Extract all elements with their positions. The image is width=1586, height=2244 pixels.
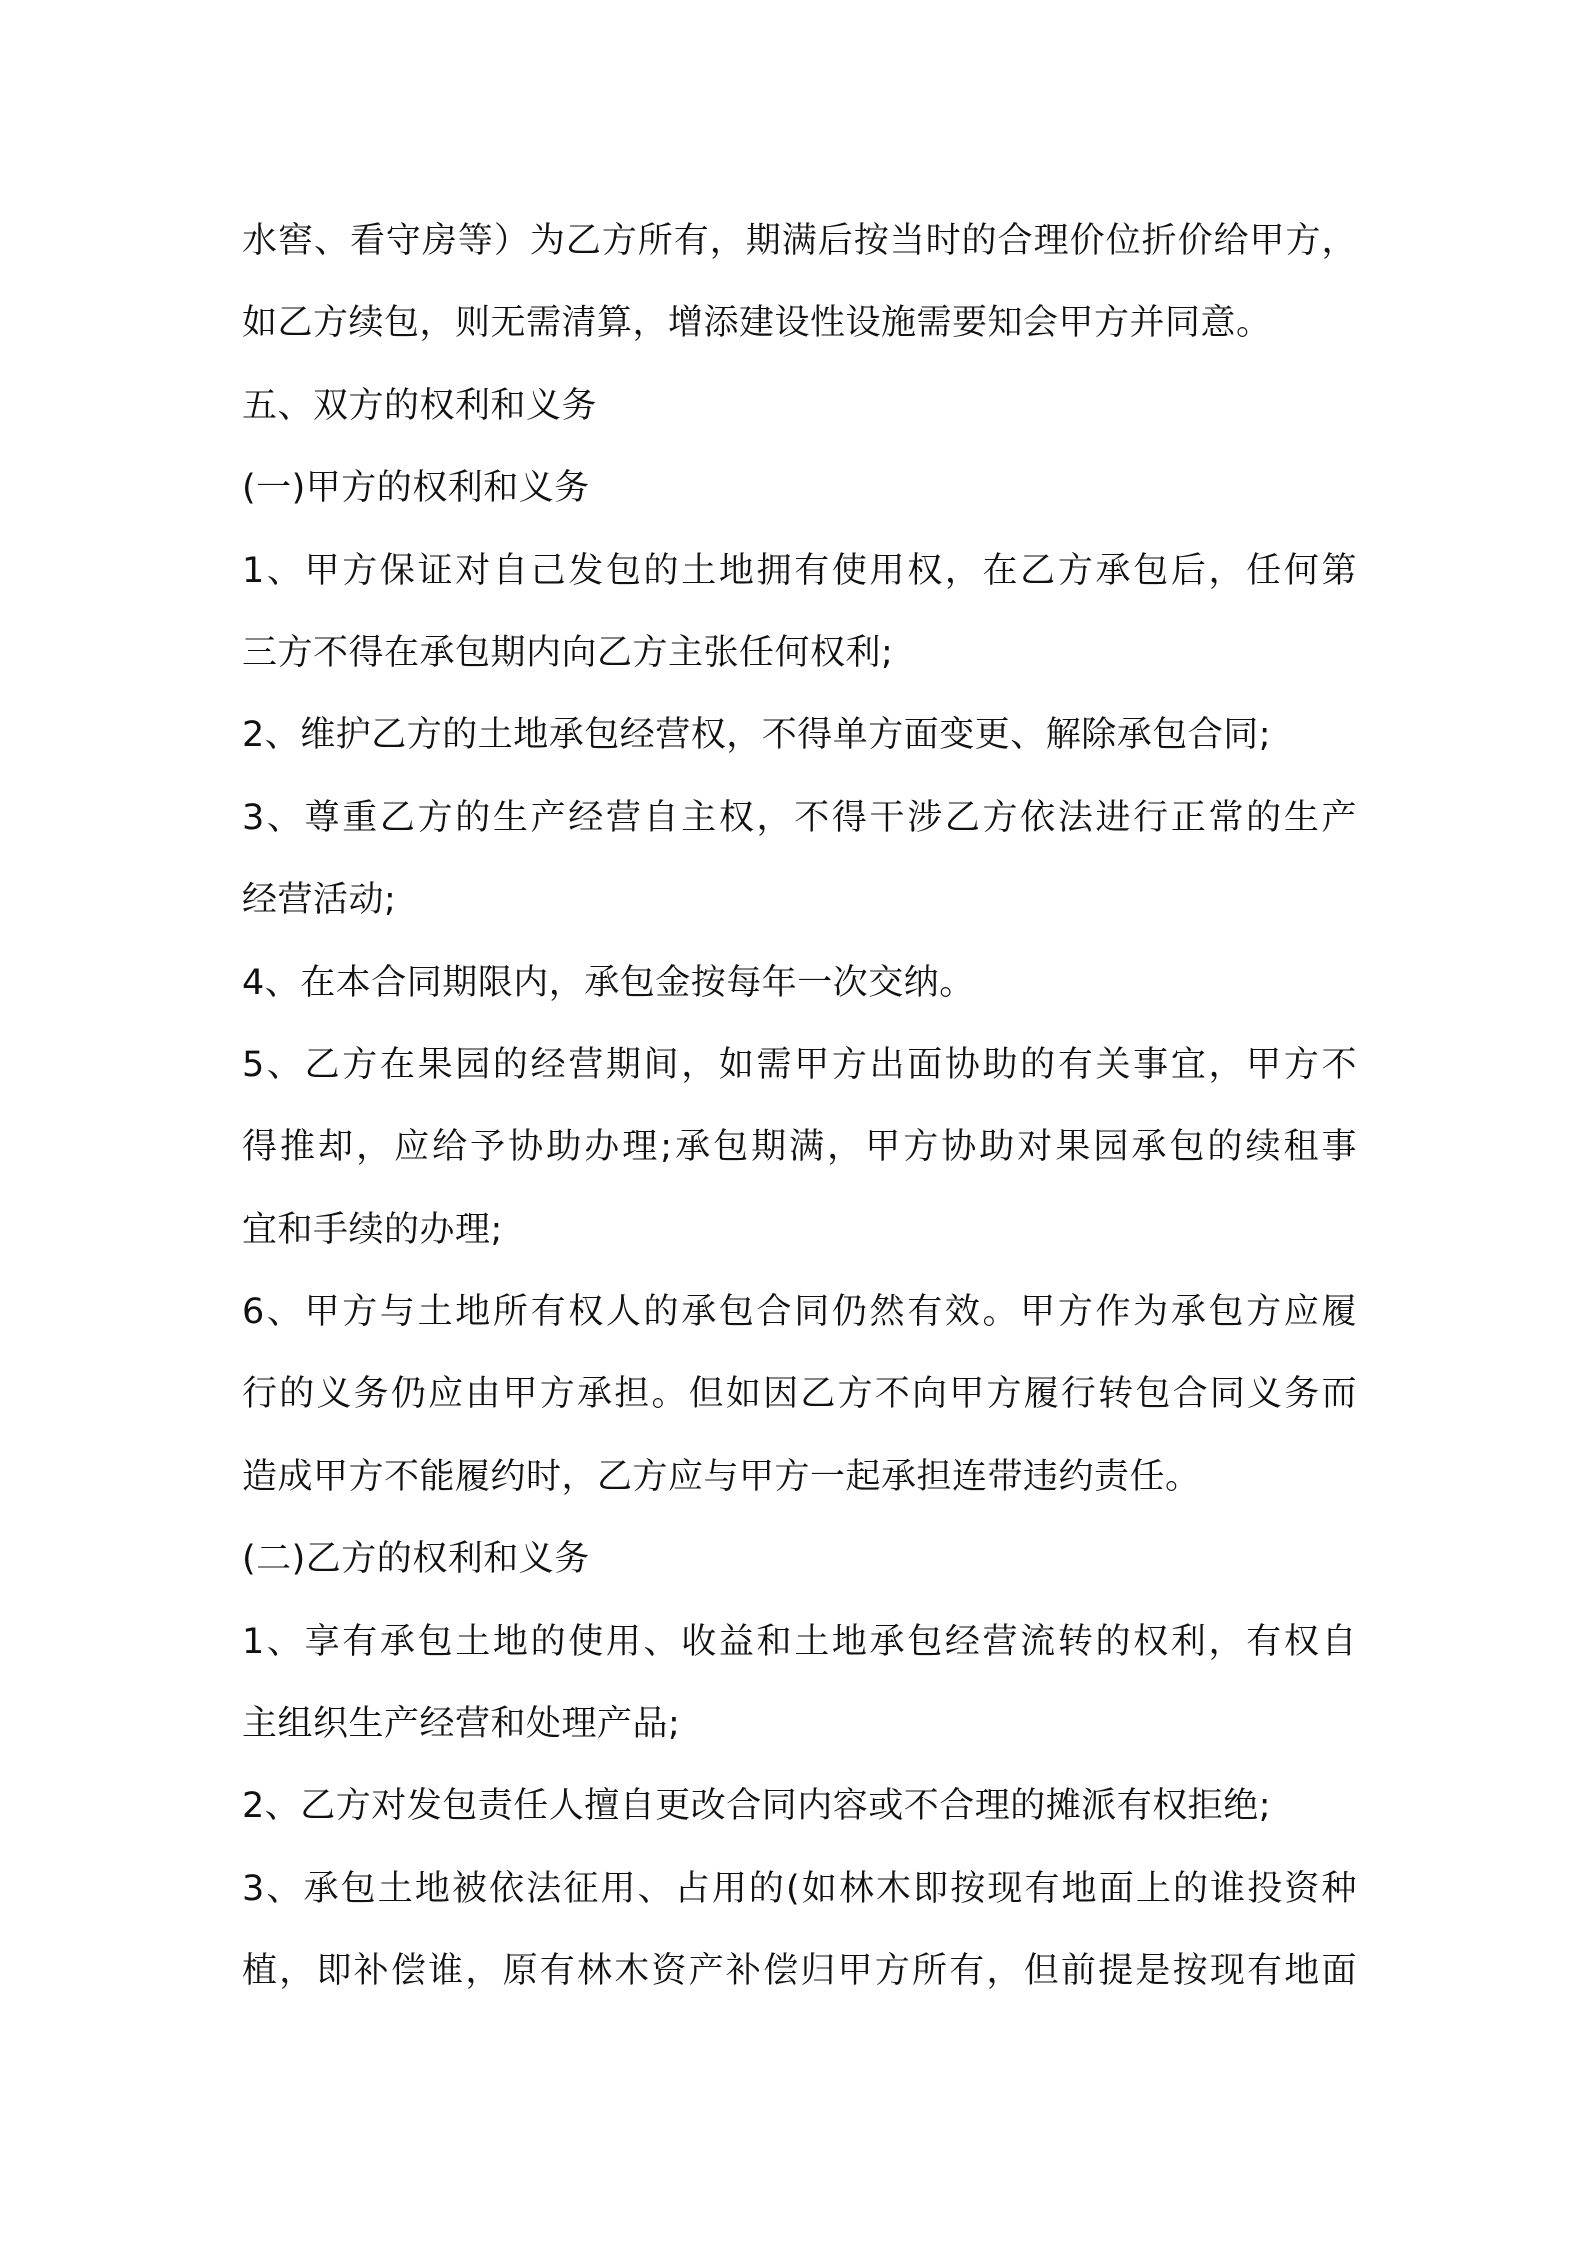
paragraph-line: 如乙方续包，则无需清算，增添建设性设施需要知会甲方并同意。 [242, 303, 1272, 344]
section-heading: 五、双方的权利和义务 [242, 385, 598, 426]
paragraph-line: 4、在本合同期限内，承包金按每年一次交纳。 [242, 962, 975, 1003]
paragraph-line: 植，即补偿谁，原有林木资产补偿归甲方所有，但前提是按现有地面 [242, 1951, 1357, 1992]
document-body [242, 200, 1357, 2013]
paragraph-line: 宜和手续的办理; [242, 1209, 503, 1250]
paragraph-line: 1、甲方保证对自己发包的土地拥有使用权，在乙方承包后，任何第 [242, 550, 1357, 591]
paragraph-line: 3、尊重乙方的生产经营自主权，不得干涉乙方依法进行正常的生产 [242, 797, 1357, 838]
paragraph-line: 行的义务仍应由甲方承担。但如因乙方不向甲方履行转包合同义务而 [242, 1374, 1357, 1415]
paragraph-line: 经营活动; [242, 880, 397, 921]
paragraph-line: 造成甲方不能履约时，乙方应与甲方一起承担连带违约责任。 [242, 1456, 1201, 1497]
paragraph-line: 主组织生产经营和处理产品; [242, 1704, 681, 1745]
subsection-heading: (二)乙方的权利和义务 [242, 1539, 590, 1580]
paragraph-line: 1、享有承包土地的使用、收益和土地承包经营流转的权利，有权自 [242, 1621, 1357, 1662]
paragraph-line: 得推却，应给予协助办理;承包期满，甲方协助对果园承包的续租事 [242, 1127, 1357, 1168]
paragraph-line: 水窖、看守房等）为乙方所有，期满后按当时的合理价位折价给甲方， [242, 221, 1357, 261]
subsection-heading: (一)甲方的权利和义务 [242, 468, 590, 509]
paragraph-line: 5、乙方在果园的经营期间，如需甲方出面协助的有关事宜，甲方不 [242, 1044, 1357, 1085]
paragraph-line: 三方不得在承包期内向乙方主张任何权利; [242, 632, 894, 673]
paragraph-line: 2、乙方对发包责任人擅自更改合同内容或不合理的摊派有权拒绝; [242, 1786, 1272, 1827]
paragraph-line: 2、维护乙方的土地承包经营权，不得单方面变更、解除承包合同; [242, 715, 1272, 756]
paragraph-line: 6、甲方与土地所有权人的承包合同仍然有效。甲方作为承包方应履 [242, 1292, 1357, 1333]
paragraph-line: 3、承包土地被依法征用、占用的(如林木即按现有地面上的谁投资种 [242, 1868, 1357, 1909]
